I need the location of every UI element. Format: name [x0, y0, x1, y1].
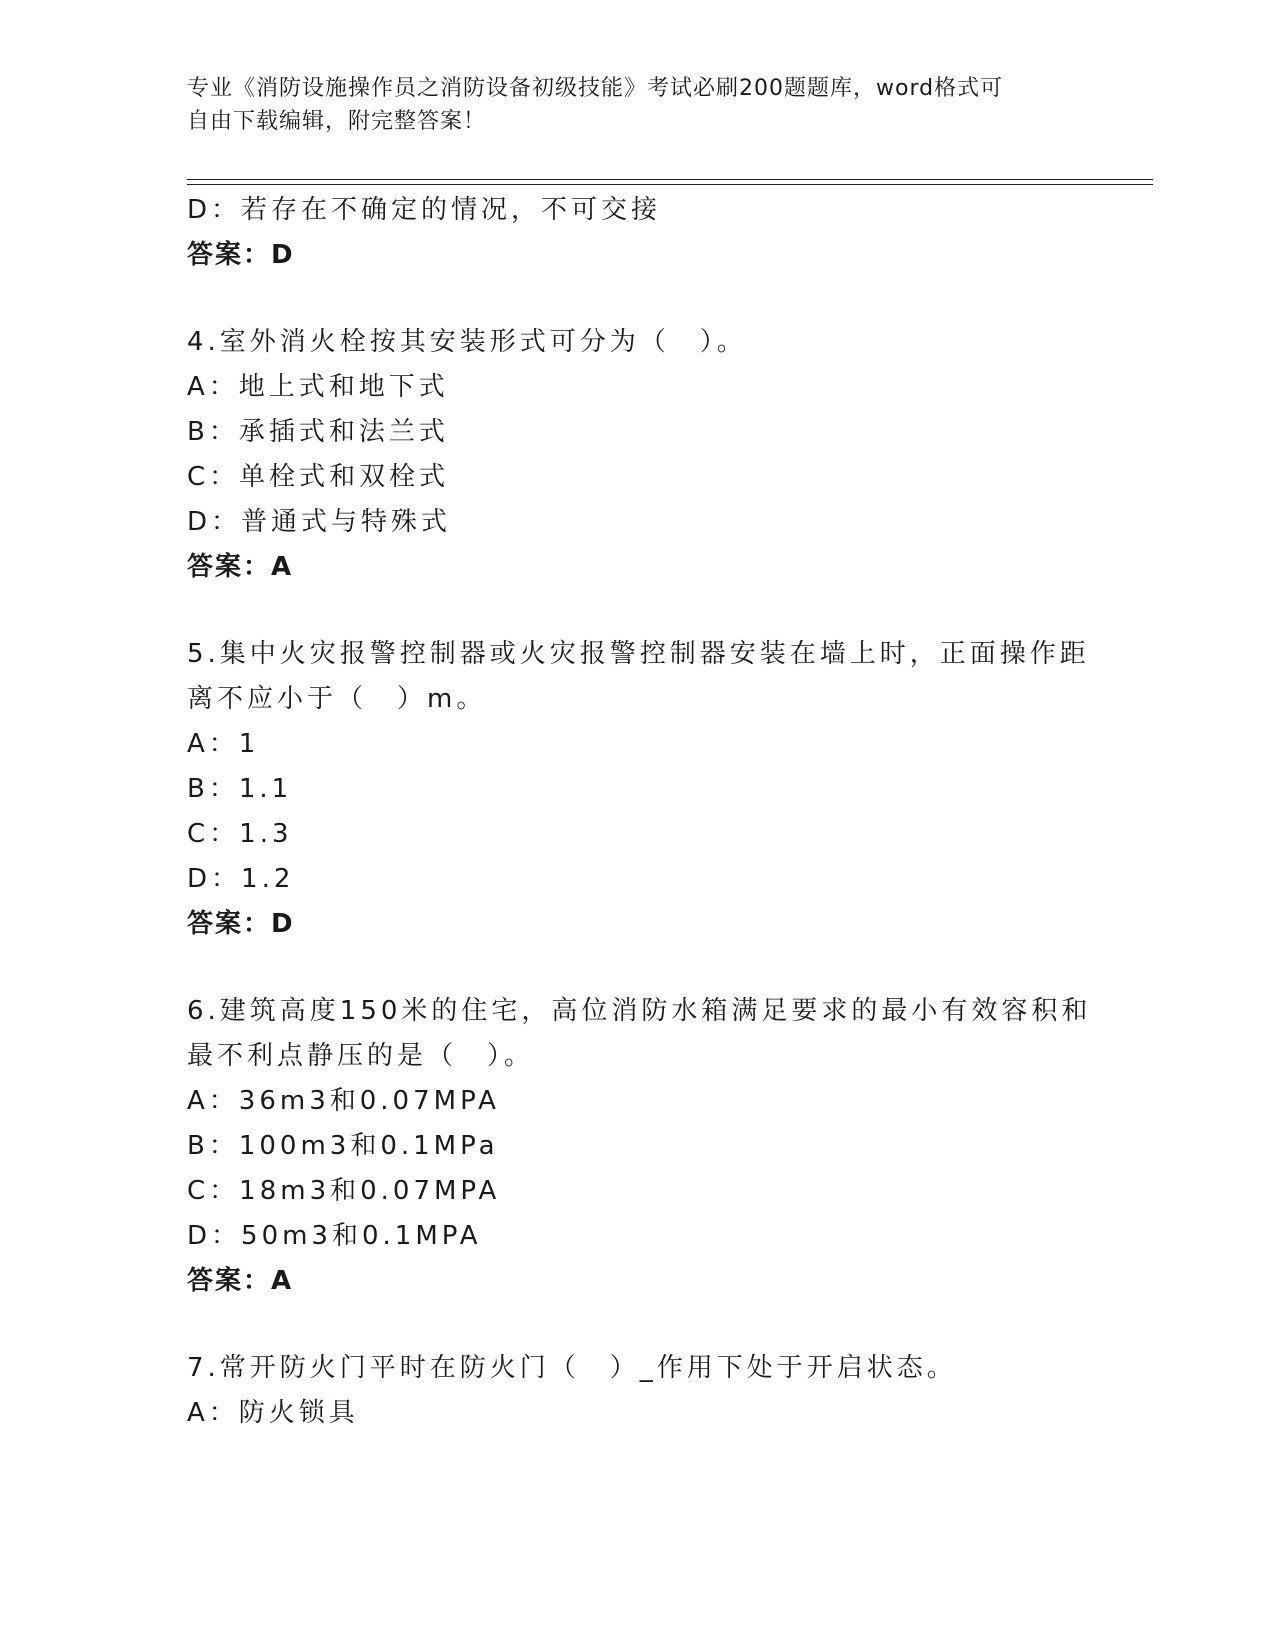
answer: 答案：A [187, 1266, 294, 1296]
answer: 答案：D [187, 909, 295, 939]
option-b: B：1.1 [187, 774, 293, 804]
header-line-1: 专业《消防设施操作员之消防设备初级技能》考试必刷200题题库，word格式可 [187, 76, 1004, 101]
question-text-line-1: 6.建筑高度150米的住宅，高位消防水箱满足要求的最小有效容积和 [187, 996, 1092, 1026]
question-5 [187, 632, 1090, 947]
header-line-2: 自由下载编辑，附完整答案！ [187, 109, 487, 134]
question-text-line-1: 5.集中火灾报警控制器或火灾报警控制器安装在墙上时，正面操作距 [187, 639, 1090, 669]
option-a: A：防火锁具 [187, 1398, 359, 1428]
option-d: D：若存在不确定的情况，不可交接 [187, 195, 662, 225]
question-7 [187, 1346, 1067, 1436]
header-divider-bottom [187, 184, 1153, 185]
answer: 答案：A [187, 552, 294, 582]
question-4 [187, 320, 1067, 590]
option-c: C：18m3和0.07MPA [187, 1176, 501, 1206]
option-c: C：1.3 [187, 819, 293, 849]
question-text-line-2: 最不利点静压的是（ ）。 [187, 1041, 535, 1071]
option-a: A：地上式和地下式 [187, 372, 449, 402]
question-text: 4.室外消火栓按其安装形式可分为（ ）。 [187, 327, 747, 357]
option-d: D：普通式与特殊式 [187, 507, 452, 537]
question-6 [187, 989, 1092, 1304]
question-text: 7.常开防火门平时在防火门（ ）_作用下处于开启状态。 [187, 1353, 957, 1383]
document-header [187, 72, 1067, 138]
option-b: B：100m3和0.1MPa [187, 1131, 499, 1161]
question-text-line-2: 离不应小于（ ）m。 [187, 684, 487, 714]
document-body [187, 188, 1092, 1436]
answer: 答案：D [187, 240, 295, 270]
option-d: D：50m3和0.1MPA [187, 1221, 482, 1251]
option-b: B：承插式和法兰式 [187, 417, 449, 447]
header-divider-top [187, 179, 1153, 180]
option-a: A：1 [187, 729, 260, 759]
option-c: C：单栓式和双栓式 [187, 462, 450, 492]
option-a: A：36m3和0.07MPA [187, 1086, 500, 1116]
option-d: D：1.2 [187, 864, 295, 894]
